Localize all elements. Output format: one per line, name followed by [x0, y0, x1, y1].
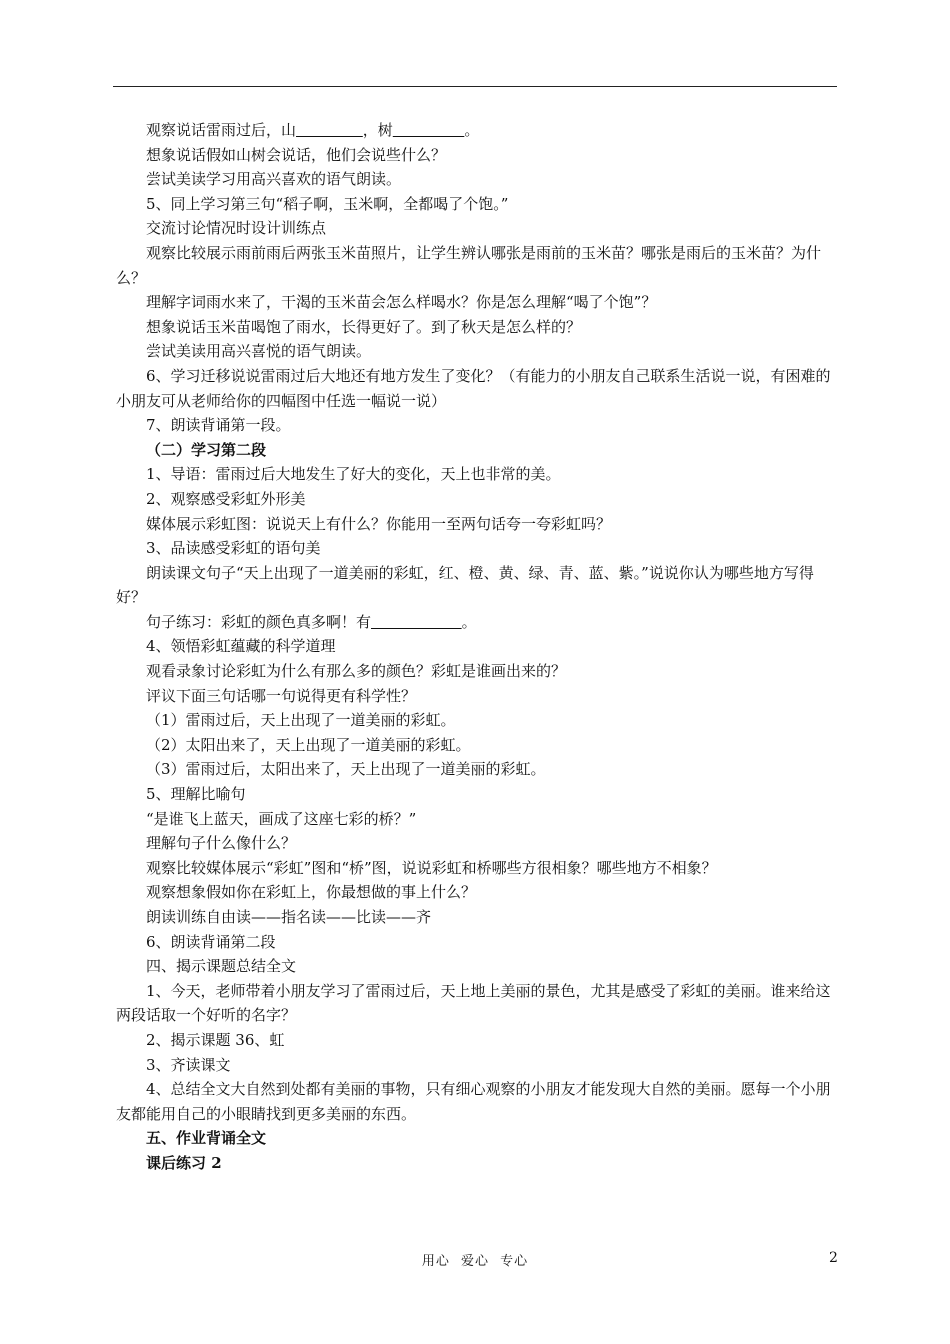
- section-heading: 五、作业背诵全文: [146, 1129, 267, 1148]
- paragraph: 1、今天，老师带着小朋友学习了雷雨过后，天上地上美丽的景色，尤其是感受了彩虹的美丽。谁来给这两段话取一个好听的名字？: [116, 981, 831, 1025]
- paragraph: 观察比较展示雨前雨后两张玉米苗照片，让学生辨认哪张是雨前的玉米苗？哪张是雨后的玉米苗？为什么？: [116, 243, 822, 287]
- paragraph: 观看录象讨论彩虹为什么有那么多的颜色？彩虹是谁画出来的？: [146, 662, 567, 681]
- paragraph: “是谁飞上蓝天，画成了这座七彩的桥？”: [146, 809, 417, 828]
- paragraph: 5、同上学习第三句“稻子啊，玉米啊，全都喝了个饱。”: [146, 194, 509, 213]
- paragraph: 2、观察感受彩虹外形美: [146, 489, 306, 508]
- paragraph: 2、揭示课题 36、虹: [146, 1030, 285, 1049]
- paragraph: 理解字词雨水来了，干渴的玉米苗会怎么样喝水？你是怎么理解“喝了个饱”？: [146, 293, 657, 312]
- paragraph: 观察想象假如你在彩虹上，你最想做的事上什么？: [146, 883, 477, 902]
- paragraph: 1、导语：雷雨过后大地发生了好大的变化，天上也非常的美。: [146, 465, 561, 484]
- paragraph: 媒体展示彩虹图：说说天上有什么？你能用一至两句话夸一夸彩虹吗？: [146, 514, 612, 533]
- paragraph: 4、总结全文大自然到处都有美丽的事物，只有细心观察的小朋友才能发现大自然的美丽。愿每一个小朋友都能用自己的小眼睛找到更多美丽的东西。: [116, 1080, 831, 1123]
- paragraph: 四、揭示课题总结全文: [146, 957, 297, 976]
- paragraph: 理解句子什么像什么？: [146, 834, 297, 853]
- fill-blank[interactable]: [296, 121, 363, 139]
- paragraph: 7、朗读背诵第一段。: [146, 416, 291, 435]
- paragraph: （3）雷雨过后，太阳出来了，天上出现了一道美丽的彩虹。: [146, 760, 546, 779]
- page-footer: 用心 爱心 专心: [421, 1254, 529, 1269]
- paragraph: 朗读课文句子“天上出现了一道美丽的彩虹，红、橙、黄、绿、青、蓝、紫。”说说你认为哪些地方写得好？: [116, 563, 814, 607]
- paragraph: 观察比较媒体展示“彩虹”图和“桥”图，说说彩虹和桥哪些方很相象？哪些地方不相象？: [146, 858, 717, 877]
- paragraph: 5、理解比喻句: [146, 785, 246, 804]
- document-body: [116, 118, 838, 1176]
- paragraph: 评议下面三句话哪一句说得更有科学性？: [146, 686, 417, 705]
- paragraph: 句子练习：彩虹的颜色真多啊！有 。: [146, 612, 477, 631]
- paragraph: 想象说话假如山树会说话，他们会说些什么？: [146, 145, 447, 164]
- section-heading: 课后练习 2: [146, 1153, 222, 1172]
- paragraph: 尝试美读用高兴喜悦的语气朗读。: [146, 342, 372, 361]
- paragraph: 6、朗读背诵第二段: [146, 932, 276, 951]
- paragraph: 3、齐读课文: [146, 1055, 231, 1074]
- paragraph: 观察说话雷雨过后，山 ，树 。: [146, 121, 480, 139]
- paragraph: 尝试美读学习用高兴喜欢的语气朗读。: [146, 170, 402, 189]
- paragraph: 3、品读感受彩虹的语句美: [146, 539, 321, 558]
- paragraph: 交流讨论情况时设计训练点: [146, 219, 327, 238]
- paragraph: 4、领悟彩虹蕴藏的科学道理: [146, 637, 336, 656]
- paragraph: 6、学习迁移说说雷雨过后大地还有地方发生了变化？（有能力的小朋友自己联系生活说一说，有困难的小朋友可从老师给你的四幅图中任选一幅说一说）: [116, 366, 831, 410]
- paragraph: （1）雷雨过后，天上出现了一道美丽的彩虹。: [146, 711, 456, 730]
- paragraph: 朗读训练自由读——指名读——比读——齐: [146, 908, 432, 926]
- paragraph: （2）太阳出来了，天上出现了一道美丽的彩虹。: [146, 735, 471, 754]
- page-number: 2: [829, 1250, 838, 1266]
- paragraph: 想象说话玉米苗喝饱了雨水，长得更好了。到了秋天是怎么样的？: [146, 317, 582, 336]
- header-rule: [113, 86, 837, 87]
- fill-blank[interactable]: [371, 613, 462, 631]
- fill-blank[interactable]: [393, 121, 465, 139]
- section-heading: （二）学习第二段: [146, 440, 267, 459]
